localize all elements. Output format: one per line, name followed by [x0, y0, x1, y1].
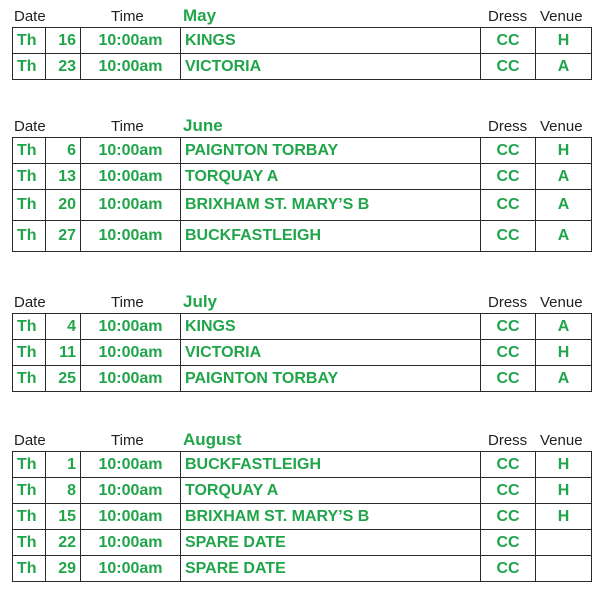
fixture-opponent: KINGS: [181, 314, 481, 340]
fixture-venue: H: [536, 340, 592, 366]
fixture-date: 8: [46, 478, 81, 504]
fixture-opponent: VICTORIA: [181, 340, 481, 366]
fixture-date: 20: [46, 190, 81, 221]
fixture-time: 10:00am: [81, 530, 181, 556]
fixture-day: Th: [13, 164, 46, 190]
fixture-opponent: TORQUAY A: [181, 164, 481, 190]
date-column-label: Date: [14, 294, 46, 311]
fixture-time: 10:00am: [81, 452, 181, 478]
fixture-opponent: KINGS: [181, 28, 481, 54]
fixture-row: [13, 340, 592, 366]
venue-column-label: Venue: [540, 432, 583, 449]
fixture-opponent: PAIGNTON TORBAY: [181, 138, 481, 164]
fixture-opponent: BUCKFASTLEIGH: [181, 221, 481, 252]
fixtures-table: [12, 451, 592, 582]
fixture-row: [13, 190, 592, 221]
fixture-day: Th: [13, 478, 46, 504]
fixtures-table: [12, 313, 592, 392]
fixture-date: 13: [46, 164, 81, 190]
fixture-time: 10:00am: [81, 556, 181, 582]
fixture-opponent: BRIXHAM ST. MARY’S B: [181, 504, 481, 530]
fixture-venue: H: [536, 478, 592, 504]
fixture-date: 11: [46, 340, 81, 366]
fixture-opponent: TORQUAY A: [181, 478, 481, 504]
fixture-row: [13, 138, 592, 164]
month-header: [12, 429, 592, 451]
fixture-venue: A: [536, 314, 592, 340]
month-title: August: [183, 430, 242, 449]
fixture-dress: CC: [481, 138, 536, 164]
fixture-row: [13, 28, 592, 54]
fixture-time: 10:00am: [81, 366, 181, 392]
fixture-row: [13, 478, 592, 504]
fixture-row: [13, 504, 592, 530]
date-column-label: Date: [14, 432, 46, 449]
fixture-time: 10:00am: [81, 340, 181, 366]
dress-column-label: Dress: [488, 118, 528, 135]
fixtures-table: [12, 137, 592, 252]
fixture-row: [13, 54, 592, 80]
month-section-june: [12, 115, 592, 252]
fixture-day: Th: [13, 452, 46, 478]
fixture-venue: [536, 530, 592, 556]
fixture-time: 10:00am: [81, 190, 181, 221]
month-title: May: [183, 6, 217, 25]
fixture-row: [13, 314, 592, 340]
fixture-row: [13, 366, 592, 392]
venue-column-label: Venue: [540, 294, 583, 311]
fixture-day: Th: [13, 314, 46, 340]
fixture-time: 10:00am: [81, 164, 181, 190]
fixture-time: 10:00am: [81, 221, 181, 252]
time-column-label: Time: [111, 8, 144, 25]
fixture-venue: H: [536, 452, 592, 478]
fixture-day: Th: [13, 530, 46, 556]
fixture-day: Th: [13, 28, 46, 54]
fixture-venue: A: [536, 190, 592, 221]
fixture-opponent: BRIXHAM ST. MARY’S B: [181, 190, 481, 221]
fixture-date: 6: [46, 138, 81, 164]
fixture-dress: CC: [481, 556, 536, 582]
fixture-dress: CC: [481, 164, 536, 190]
venue-column-label: Venue: [540, 8, 583, 25]
month-section-august: [12, 429, 592, 582]
fixture-date: 23: [46, 54, 81, 80]
fixture-time: 10:00am: [81, 504, 181, 530]
month-header: [12, 291, 592, 313]
fixture-day: Th: [13, 190, 46, 221]
fixture-date: 15: [46, 504, 81, 530]
date-column-label: Date: [14, 118, 46, 135]
fixture-dress: CC: [481, 221, 536, 252]
venue-column-label: Venue: [540, 118, 583, 135]
fixture-opponent: SPARE DATE: [181, 556, 481, 582]
month-title: June: [183, 116, 223, 135]
fixture-day: Th: [13, 54, 46, 80]
fixture-date: 16: [46, 28, 81, 54]
month-section-may: [12, 5, 592, 80]
month-header: [12, 5, 592, 27]
fixture-venue: A: [536, 366, 592, 392]
fixture-dress: CC: [481, 478, 536, 504]
fixture-time: 10:00am: [81, 28, 181, 54]
fixture-day: Th: [13, 340, 46, 366]
dress-column-label: Dress: [488, 8, 528, 25]
fixture-dress: CC: [481, 340, 536, 366]
fixture-day: Th: [13, 504, 46, 530]
fixture-date: 29: [46, 556, 81, 582]
fixture-venue: H: [536, 504, 592, 530]
fixture-dress: CC: [481, 314, 536, 340]
fixture-venue: A: [536, 221, 592, 252]
time-column-label: Time: [111, 294, 144, 311]
fixture-opponent: BUCKFASTLEIGH: [181, 452, 481, 478]
month-title: July: [183, 292, 218, 311]
fixture-opponent: VICTORIA: [181, 54, 481, 80]
fixture-date: 1: [46, 452, 81, 478]
fixture-day: Th: [13, 138, 46, 164]
fixture-time: 10:00am: [81, 54, 181, 80]
fixture-day: Th: [13, 221, 46, 252]
fixture-dress: CC: [481, 366, 536, 392]
fixture-row: [13, 556, 592, 582]
fixture-date: 22: [46, 530, 81, 556]
fixture-day: Th: [13, 556, 46, 582]
fixture-row: [13, 164, 592, 190]
fixture-venue: H: [536, 28, 592, 54]
fixture-time: 10:00am: [81, 478, 181, 504]
fixture-dress: CC: [481, 530, 536, 556]
month-header: [12, 115, 592, 137]
fixture-dress: CC: [481, 190, 536, 221]
fixture-dress: CC: [481, 504, 536, 530]
fixture-dress: CC: [481, 54, 536, 80]
fixture-venue: A: [536, 54, 592, 80]
time-column-label: Time: [111, 118, 144, 135]
fixture-date: 4: [46, 314, 81, 340]
fixture-date: 25: [46, 366, 81, 392]
fixture-venue: A: [536, 164, 592, 190]
date-column-label: Date: [14, 8, 46, 25]
fixture-time: 10:00am: [81, 138, 181, 164]
fixture-day: Th: [13, 366, 46, 392]
time-column-label: Time: [111, 432, 144, 449]
fixture-venue: H: [536, 138, 592, 164]
fixture-opponent: PAIGNTON TORBAY: [181, 366, 481, 392]
fixtures-table: [12, 27, 592, 80]
fixture-row: [13, 221, 592, 252]
fixture-venue: [536, 556, 592, 582]
fixture-dress: CC: [481, 28, 536, 54]
fixture-time: 10:00am: [81, 314, 181, 340]
fixture-dress: CC: [481, 452, 536, 478]
fixture-opponent: SPARE DATE: [181, 530, 481, 556]
fixture-date: 27: [46, 221, 81, 252]
fixture-row: [13, 530, 592, 556]
dress-column-label: Dress: [488, 294, 528, 311]
fixture-row: [13, 452, 592, 478]
dress-column-label: Dress: [488, 432, 528, 449]
month-section-july: [12, 291, 592, 392]
